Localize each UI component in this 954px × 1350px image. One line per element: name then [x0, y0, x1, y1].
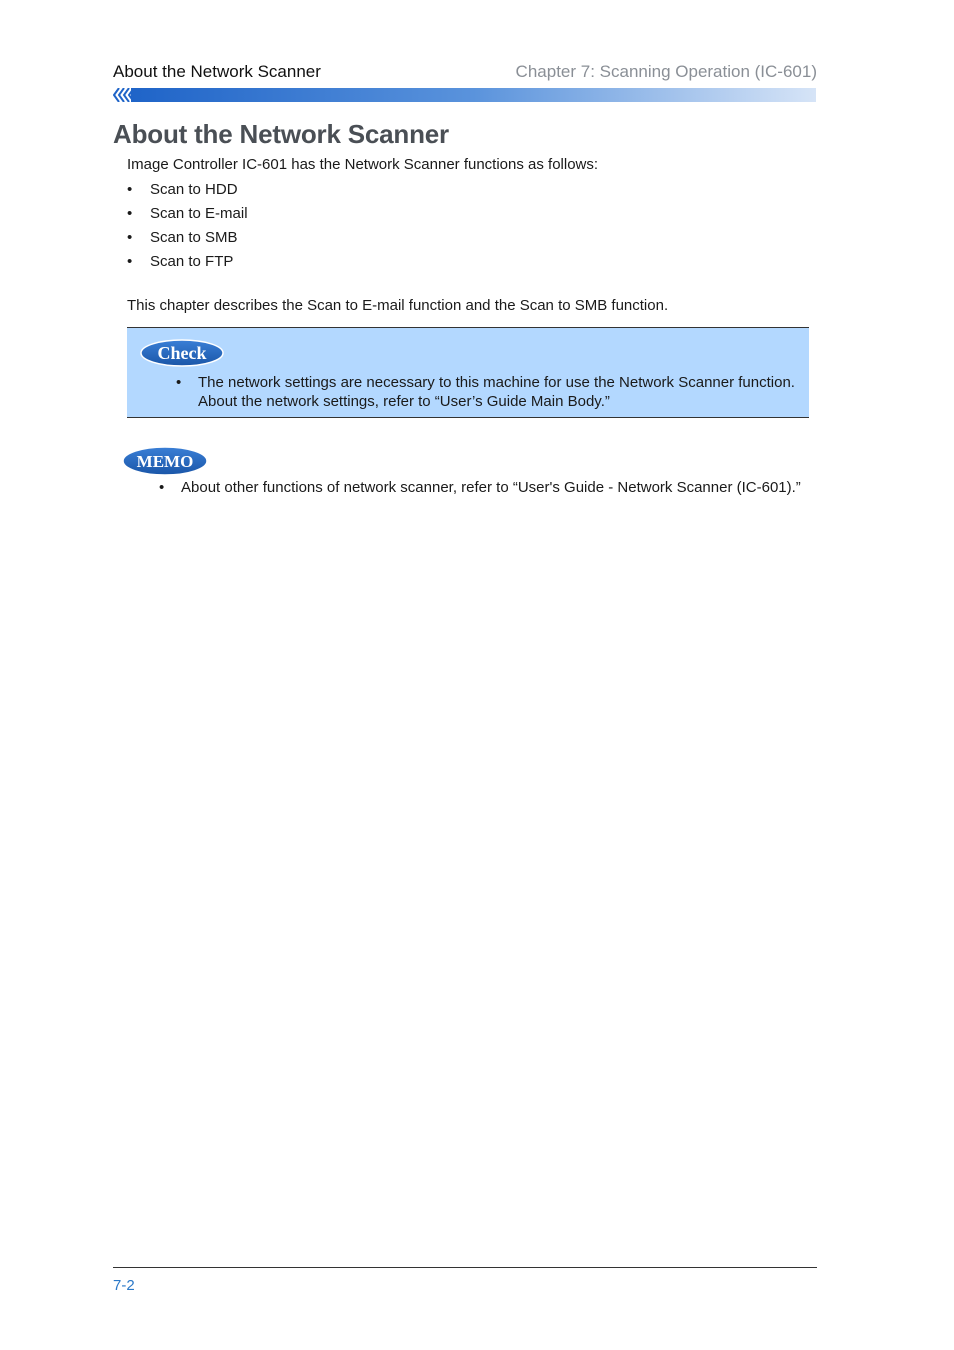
list-item: • Scan to E-mail: [127, 205, 248, 222]
list-item: • Scan to HDD: [127, 181, 238, 198]
footer-rule: [113, 1267, 817, 1268]
list-item: • Scan to SMB: [127, 229, 238, 246]
memo-note-item: • About other functions of network scanner, refer to “User's Guide - Network Scanner (IC-601).”: [159, 479, 801, 496]
page-number: 7-2: [113, 1277, 135, 1294]
svg-text:Check: Check: [157, 343, 207, 363]
chapter-description: This chapter describes the Scan to E-mail function and the Scan to SMB function.: [127, 297, 669, 314]
function-list: [127, 180, 248, 276]
page-title: About the Network Scanner: [113, 119, 449, 149]
intro-text: Image Controller IC-601 has the Network Scanner functions as follows:: [127, 156, 599, 173]
running-header-chapter: Chapter 7: Scanning Operation (IC-601): [515, 62, 817, 81]
check-badge: [140, 339, 224, 367]
list-item: • Scan to FTP: [127, 253, 234, 270]
memo-badge: [122, 446, 208, 476]
check-note-item: • The network settings are necessary to this machine for use the Network Scanner function. About the network settings, refer to “User’s Guide Main Body.”: [176, 374, 795, 410]
header-gradient-bar: [113, 88, 816, 102]
svg-text:MEMO: MEMO: [136, 452, 194, 471]
check-note-box: [127, 327, 809, 418]
running-header-section: About the Network Scanner: [113, 62, 321, 81]
